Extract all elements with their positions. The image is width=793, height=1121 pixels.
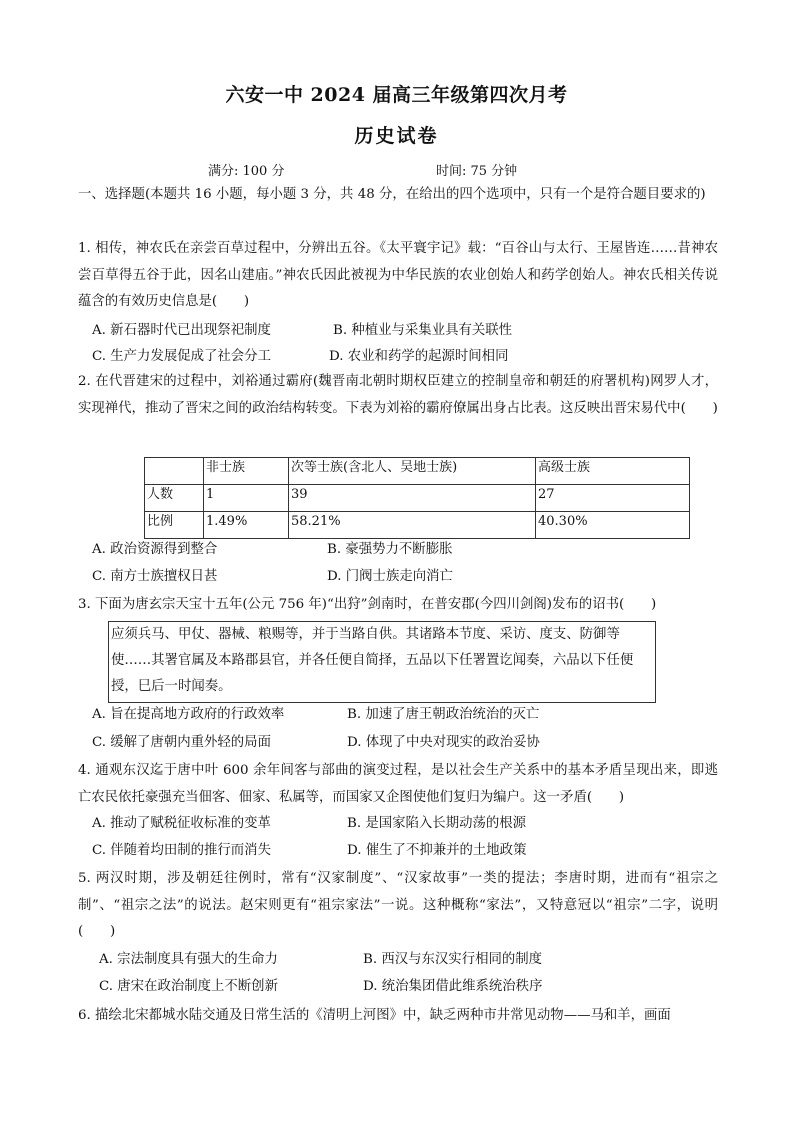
question-3-option-a: A. 旨在提高地方政府的行政效率 (92, 707, 285, 722)
question-2-table (144, 457, 690, 539)
table-header-row (145, 458, 690, 485)
full-score: 满分: 100 分 (208, 164, 285, 179)
question-5-stem: 5. 两汉时期，涉及朝廷往例时，常有“汉家制度”、“汉家故事”一类的提法；李唐时期，进而有“祖宗之制”、“祖宗之法”的说法。赵宋则更有“祖宗家法”一说。这种概称“家法”，又特意冠以“祖宗”二字，说明( ) (78, 871, 718, 939)
question-2-option-c: C. 南方士族擅权日甚 (92, 569, 218, 584)
question-2-option-b: B. 豪强势力不断膨胀 (327, 542, 453, 557)
question-5-option-a: A. 宗法制度具有强大的生命力 (99, 952, 278, 967)
question-1-stem: 1. 相传，神农氏在亲尝百草过程中，分辨出五谷。《太平寰宇记》载：“百谷山与太行、王屋皆连……昔神农尝百草得五谷于此，因名山建庙。”神农氏因此被视为中华民族的农业创始人和药学创始人。神农氏相关传说蕴含的有效历史信息是( ) (78, 241, 718, 309)
table-cell: 人数 (145, 485, 204, 512)
table-cell: 高级士族 (536, 458, 690, 485)
table-cell: 比例 (145, 512, 204, 539)
table-cell: 58.21% (289, 512, 536, 539)
question-6-stem: 6. 描绘北宋都城水陆交通及日常生活的《清明上河图》中，缺乏两种市井常见动物——马和羊，画面 (78, 1008, 671, 1023)
question-4-option-c: C. 伴随着均田制的推行而消失 (92, 843, 271, 858)
table-cell: 40.30% (536, 512, 690, 539)
question-4-stem: 4. 通观东汉迄于唐中叶 600 余年间客与部曲的演变过程，是以社会生产关系中的基本矛盾呈现出来，即逃亡农民依托豪强充当佃客、佃家、私属等，而国家又企图使他们复归为编户。这一矛盾( ) (78, 763, 718, 805)
exam-title: 六安一中 2024 届高三年级第四次月考 (225, 84, 568, 106)
table-cell: 非士族 (204, 458, 289, 485)
section-intro: 一、选择题(本题共 16 小题，每小题 3 分，共 48 分，在给出的四个选项中，只有一个是符合题目要求的) (78, 187, 706, 202)
table-cell: 27 (536, 485, 690, 512)
table-cell: 次等士族(含北人、吴地士族) (289, 458, 536, 485)
table-row (145, 512, 690, 539)
table-cell (145, 458, 204, 485)
question-1-option-d: D. 农业和药学的起源时间相同 (329, 349, 509, 364)
question-2-stem: 2. 在代晋建宋的过程中，刘裕通过霸府(魏晋南北朝时期权臣建立的控制皇帝和朝廷的府署机构)网罗人才，实现禅代，推动了晋宋之间的政治结构转变。下表为刘裕的霸府僚属出身占比表。这反映出晋宋易代中( ) (78, 374, 718, 416)
question-1-option-c: C. 生产力发展促成了社会分工 (92, 349, 271, 364)
question-3-option-d: D. 体现了中央对现实的政治妥协 (347, 735, 540, 750)
table-cell: 39 (289, 485, 536, 512)
question-3-option-b: B. 加速了唐王朝政治统治的灭亡 (347, 707, 540, 722)
question-5-option-b: B. 西汉与东汉实行相同的制度 (363, 952, 543, 967)
question-3-quote: 应须兵马、甲仗、器械、粮赐等，并于当路自供。其诸路本节度、采访、度支、防御等使……其署官属及本路郡县官，并各任便自简择，五品以下任署置讫闻奏，六品以下任便授，巳后一时闻奏。 (108, 621, 656, 703)
table-row (145, 485, 690, 512)
question-5-option-d: D. 统治集团借此维系统治秩序 (363, 979, 543, 994)
question-4-option-d: D. 催生了不抑兼并的土地政策 (347, 843, 527, 858)
question-3-stem: 3. 下面为唐玄宗天宝十五年(公元 756 年)“出狩”剑南时，在普安郡(今四川剑阁)发布的诏书( ) (78, 597, 657, 612)
question-3-option-c: C. 缓解了唐朝内重外轻的局面 (92, 735, 271, 750)
question-4-option-a: A. 推动了赋税征收标准的变革 (92, 816, 271, 831)
question-4-option-b: B. 是国家陷入长期动荡的根源 (347, 816, 527, 831)
question-2-option-d: D. 门阀士族走向消亡 (327, 569, 453, 584)
question-1-option-a: A. 新石器时代已出现祭祀制度 (92, 323, 271, 338)
question-1-option-b: B. 种植业与采集业具有关联性 (333, 323, 513, 338)
exam-subject: 历史试卷 (354, 125, 439, 147)
table-cell: 1.49% (204, 512, 289, 539)
exam-time: 时间: 75 分钟 (436, 164, 518, 179)
question-5-option-c: C. 唐宋在政治制度上不断创新 (99, 979, 278, 994)
question-2-option-a: A. 政治资源得到整合 (92, 542, 218, 557)
table-cell: 1 (204, 485, 289, 512)
